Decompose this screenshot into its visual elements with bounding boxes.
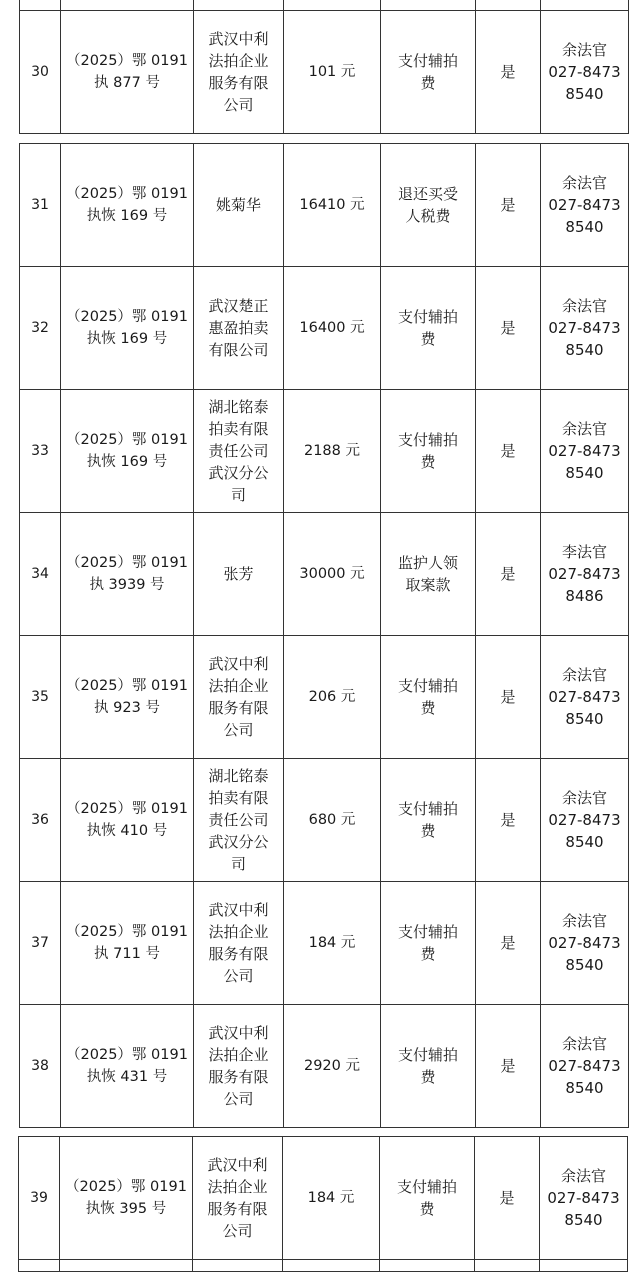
case-number: （2025）鄂 0191 执 877 号 [61,11,194,134]
confirmed-flag: 是 [476,759,541,882]
row-number: 39 [19,1137,60,1260]
payee-name: 武汉中利法拍企业服务有限公司 [194,636,284,759]
payment-purpose: 监护人领取案款 [381,513,476,636]
case-table-segment-b [19,143,629,1128]
confirmed-flag: 是 [476,882,541,1005]
confirmed-flag: 是 [476,513,541,636]
table-row [20,11,629,134]
contact-info: 余法官 027-8473 8540 [541,882,629,1005]
contact-info: 余法官 027-8473 8540 [541,267,629,390]
row-number: 38 [20,1005,61,1128]
case-number: （2025）鄂 0191 执 3939 号 [61,513,194,636]
payment-purpose: 支付辅拍费 [381,390,476,513]
contact-info: 余法官 027-8473 8540 [540,1137,628,1260]
contact-info: 李法官 027-8473 8486 [541,513,629,636]
payment-purpose: 支付辅拍费 [381,267,476,390]
contact-info: 余法官 027-8473 8540 [541,390,629,513]
contact-info: 余法官 027-8473 8540 [541,759,629,882]
case-number: （2025）鄂 0191 执 711 号 [61,882,194,1005]
confirmed-flag: 是 [476,1005,541,1128]
contact-info: 余法官 027-8473 8540 [541,11,629,134]
contact-info: 余法官 027-8473 8540 [541,636,629,759]
table-row [20,1005,629,1128]
table-row [20,882,629,1005]
amount: 2188 元 [284,390,381,513]
confirmed-flag: 是 [476,390,541,513]
case-number: （2025）鄂 0191 执恢 169 号 [61,267,194,390]
payee-name: 湖北铭泰拍卖有限责任公司武汉分公司 [194,759,284,882]
case-number: （2025）鄂 0191 执恢 395 号 [60,1137,193,1260]
row-number: 31 [20,144,61,267]
payment-purpose: 支付辅拍费 [381,11,476,134]
row-number: 36 [20,759,61,882]
payment-purpose: 支付辅拍费 [380,1137,475,1260]
table-row [20,267,629,390]
amount: 184 元 [283,1137,380,1260]
table-row [20,144,629,267]
table-row-prev-partial [20,0,629,11]
case-number: （2025）鄂 0191 执 923 号 [61,636,194,759]
payee-name: 武汉中利法拍企业服务有限公司 [193,1137,283,1260]
amount: 30000 元 [284,513,381,636]
payment-purpose: 支付辅拍费 [381,1005,476,1128]
case-number: （2025）鄂 0191 执恢 169 号 [61,390,194,513]
amount: 184 元 [284,882,381,1005]
payee-name: 武汉中利法拍企业服务有限公司 [194,11,284,134]
payee-name: 武汉中利法拍企业服务有限公司 [194,1005,284,1128]
table-row [20,759,629,882]
row-number: 35 [20,636,61,759]
row-number: 37 [20,882,61,1005]
contact-info: 余法官 027-8473 8540 [541,1005,629,1128]
confirmed-flag: 是 [476,144,541,267]
amount: 16400 元 [284,267,381,390]
payment-purpose: 支付辅拍费 [381,882,476,1005]
row-number: 30 [20,11,61,134]
row-number: 32 [20,267,61,390]
payee-name: 武汉中利法拍企业服务有限公司 [194,882,284,1005]
payee-name: 湖北铭泰拍卖有限责任公司武汉分公司 [194,390,284,513]
confirmed-flag: 是 [476,267,541,390]
payment-purpose: 支付辅拍费 [381,759,476,882]
amount: 206 元 [284,636,381,759]
confirmed-flag: 是 [476,11,541,134]
payment-purpose: 支付辅拍费 [381,636,476,759]
case-number: （2025）鄂 0191 执恢 410 号 [61,759,194,882]
case-number: （2025）鄂 0191 执恢 431 号 [61,1005,194,1128]
amount: 16410 元 [284,144,381,267]
case-table-segment-c [18,1136,628,1272]
table-row [19,1137,628,1260]
row-number: 33 [20,390,61,513]
amount: 101 元 [284,11,381,134]
payee-name: 张芳 [194,513,284,636]
row-number: 34 [20,513,61,636]
case-table-segment-a [19,0,629,134]
table-row [20,636,629,759]
payee-name: 姚菊华 [194,144,284,267]
case-number: （2025）鄂 0191 执恢 169 号 [61,144,194,267]
table-row [20,390,629,513]
table-row [20,513,629,636]
payee-name: 武汉楚正惠盈拍卖有限公司 [194,267,284,390]
contact-info: 余法官 027-8473 8540 [541,144,629,267]
payment-purpose: 退还买受人税费 [381,144,476,267]
confirmed-flag: 是 [475,1137,540,1260]
amount: 680 元 [284,759,381,882]
confirmed-flag: 是 [476,636,541,759]
amount: 2920 元 [284,1005,381,1128]
